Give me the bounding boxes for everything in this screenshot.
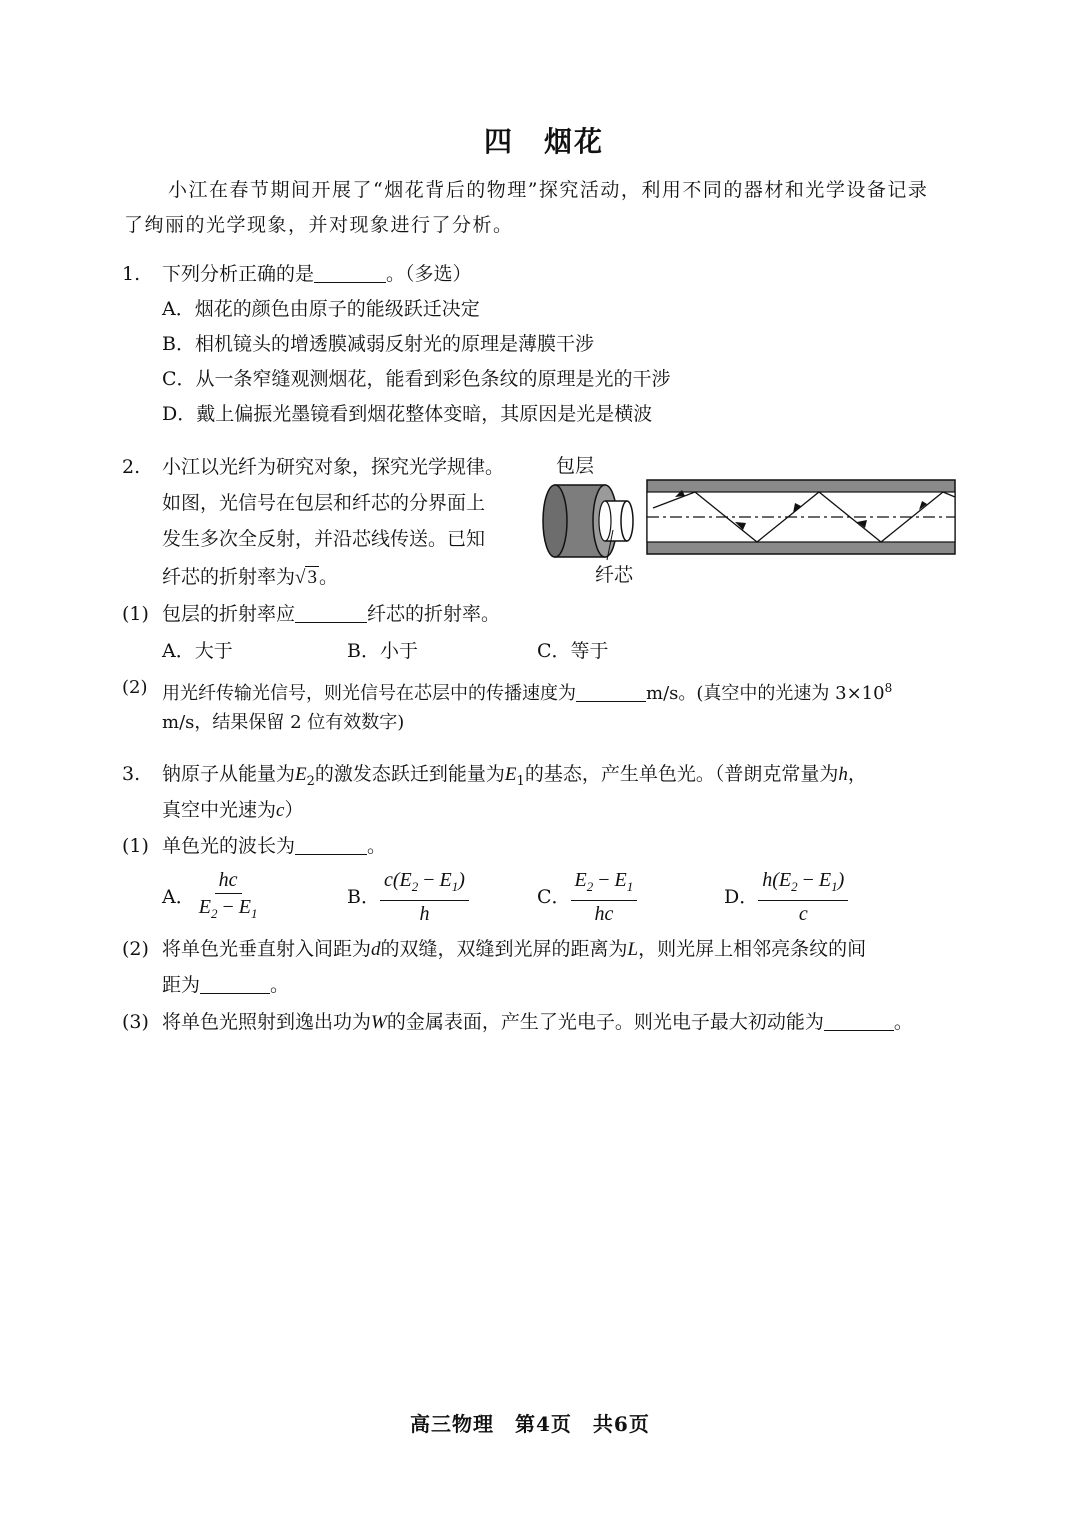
fraction: [571, 869, 638, 925]
q1-answer-blank[interactable]: [314, 262, 386, 283]
q2-sub2-exponent: 8: [884, 681, 893, 695]
q3-sub2-c: ，则光屏上相邻亮条纹的间: [638, 938, 867, 960]
sqrt-sign: √: [295, 567, 306, 588]
q2-sub1-after: 纤芯的折射率。: [367, 603, 501, 625]
q3-sub2-line2-after: 。: [270, 974, 290, 996]
q2-sub2-line-2: m/s，结果保留 2 位有效数字): [162, 712, 405, 733]
q2-sub1-option-a: A．大于: [162, 640, 233, 662]
q3-l2-b: ）: [284, 799, 304, 821]
num-b-sub: 1: [626, 879, 634, 894]
q3-sub1-after: 。: [367, 835, 387, 857]
q2-sub1-before: 包层的折射率应: [162, 603, 296, 625]
q3-option-d: [724, 869, 848, 925]
den-b-sub: 1: [250, 906, 258, 921]
q3-sub2-a: 将单色光垂直射入间距为: [162, 938, 372, 960]
label-cladding: 包层: [556, 455, 595, 477]
num-post: ): [458, 869, 465, 891]
denominator: [195, 894, 262, 925]
q1-number: 1.: [122, 263, 141, 285]
e2-subscript: 2: [306, 773, 315, 789]
q1-stem-before: 下列分析正确的是: [162, 263, 315, 285]
label-core: 纤芯: [595, 564, 634, 586]
q2-number: 2.: [122, 456, 141, 478]
q1-stem: [162, 262, 472, 286]
num-a: E: [574, 869, 587, 891]
num-a: E: [778, 869, 792, 891]
d-symbol: d: [371, 939, 381, 960]
fraction: [758, 869, 848, 925]
q3-sub1-stem: [162, 834, 386, 858]
q3-l2-a: 真空中光速为: [162, 799, 277, 821]
den-op: −: [217, 896, 239, 918]
q2-sub2-after: m/s。(真空中的光速为 3×10: [646, 683, 885, 704]
page-footer: 高三物理 第4页 共6页: [410, 1412, 650, 1436]
W-symbol: W: [371, 1012, 387, 1033]
q3-sub2-line2-before: 距为: [162, 974, 201, 996]
intro-line-2: 了绚丽的光学现象，并对现象进行了分析。: [124, 214, 514, 236]
q2-line-4-before: 纤芯的折射率为: [162, 566, 296, 588]
num-op: −: [797, 869, 819, 891]
den-b: E: [238, 896, 251, 918]
e1-symbol: E: [504, 764, 517, 785]
fiber-cross-section: [543, 485, 633, 557]
q3-l1-b: 的激发态跃迁到能量为: [314, 763, 505, 785]
num-pre: h(: [762, 869, 779, 891]
q3-sub2-number: (2): [122, 938, 149, 960]
q2-sub1-answer-blank[interactable]: [295, 602, 367, 623]
optical-fiber-figure: [535, 470, 965, 565]
q3-sub3-number: (3): [122, 1011, 149, 1033]
q3-l1-c: 的基态，产生单色光。（普朗克常量为: [524, 763, 839, 785]
q3-option-b: [347, 869, 469, 925]
numerator: [571, 869, 638, 901]
q3-sub1-answer-blank[interactable]: [295, 834, 367, 855]
q2-sub2-answer-blank[interactable]: [576, 681, 646, 702]
num-b-sub: 1: [831, 879, 838, 894]
q2-line-1: 小江以光纤为研究对象，探究光学规律。: [162, 456, 505, 478]
numerator: [380, 869, 469, 901]
q3-sub3-a: 将单色光照射到逸出功为: [162, 1011, 372, 1033]
q2-sub2-before: 用光纤传输光信号，则光信号在芯层中的传播速度为: [162, 683, 576, 704]
q3-sub2-line-1: [162, 937, 866, 962]
q3-sub3-answer-blank[interactable]: [824, 1010, 894, 1031]
q1-option-a: A．烟花的颜色由原子的能级跃迁决定: [162, 298, 480, 320]
e2-symbol: E: [295, 764, 307, 785]
q1-option-d: D．戴上偏振光墨镜看到烟花整体变暗，其原因是光是横波: [162, 403, 653, 425]
den-a-sub: 2: [210, 906, 218, 921]
q2-sub1-option-c: C．等于: [537, 640, 609, 662]
e1-subscript: 1: [516, 773, 525, 789]
option-label: C．: [537, 886, 571, 908]
q3-number: 3.: [122, 763, 141, 785]
num-b: E: [439, 869, 452, 891]
q3-sub1-before: 单色光的波长为: [162, 835, 296, 857]
q3-option-c: [537, 869, 637, 925]
intro-line-1: 小江在春节期间开展了“烟花背后的物理”探究活动，利用不同的器材和光学设备记录: [168, 179, 929, 201]
c-symbol: c: [276, 800, 285, 821]
num-a: E: [399, 869, 412, 891]
q3-sub2-b: 的双缝，双缝到光屏的距离为: [380, 938, 628, 960]
q2-line-2: 如图，光信号在包层和纤芯的分界面上: [162, 492, 486, 514]
q2-line-4-after: 。: [318, 566, 338, 588]
option-label: D．: [724, 886, 759, 908]
num-b: E: [818, 869, 832, 891]
q3-line-1: [162, 762, 867, 794]
option-label: B．: [347, 886, 380, 908]
L-symbol: L: [627, 939, 639, 960]
option-label: A．: [162, 886, 195, 908]
q2-sub1-option-b: B．小于: [347, 640, 418, 662]
q1-option-c: C．从一条窄缝观测烟花，能看到彩色条纹的原理是光的干涉: [162, 368, 671, 390]
h-symbol: h: [838, 764, 848, 785]
numerator: [758, 869, 848, 901]
q3-sub3-after: 。: [893, 1011, 913, 1033]
den-a: E: [198, 896, 211, 918]
num-b-sub: 1: [451, 879, 459, 894]
denominator: h: [419, 903, 430, 925]
q3-l1-d: ，: [847, 763, 867, 785]
q3-option-a: [162, 869, 261, 925]
q3-sub2-answer-blank[interactable]: [200, 973, 270, 994]
q3-sub3-line: [162, 1010, 913, 1035]
fraction: [380, 869, 469, 925]
section-title: 四 烟花: [484, 125, 605, 158]
num-op: −: [418, 869, 440, 891]
q2-line-3: 发生多次全反射，并沿芯线传送。已知: [162, 528, 486, 550]
fraction: [195, 869, 262, 925]
numerator: hc: [215, 869, 242, 894]
num-b: E: [614, 869, 627, 891]
num-a-sub: 2: [791, 879, 798, 894]
q3-sub2-line-2: [162, 973, 289, 997]
fiber-longitudinal: [647, 480, 955, 554]
num-post: ): [837, 869, 845, 891]
sqrt-value: 3: [307, 567, 317, 588]
denominator: c: [798, 903, 808, 925]
q2-line-4: [162, 565, 338, 590]
q2-sub1-number: (1): [122, 603, 149, 625]
num-a-sub: 2: [411, 879, 419, 894]
q1-stem-after: 。（多选）: [386, 263, 472, 285]
q2-sub1-stem: [162, 602, 500, 626]
q3-sub1-number: (1): [122, 835, 149, 857]
q1-option-b: B．相机镜头的增透膜减弱反射光的原理是薄膜干涉: [162, 333, 594, 355]
q3-line-2: [162, 798, 303, 823]
q3-sub3-b: 的金属表面，产生了光电子。则光电子最大初动能为: [386, 1011, 824, 1033]
denominator: hc: [594, 903, 614, 925]
num-op: −: [593, 869, 615, 891]
num-a-sub: 2: [586, 879, 594, 894]
q2-sub2-number: (2): [122, 677, 148, 698]
q3-l1-a: 钠原子从能量为: [162, 763, 296, 785]
num-pre: c(: [383, 869, 400, 891]
q2-sub2-stem: [162, 676, 892, 706]
